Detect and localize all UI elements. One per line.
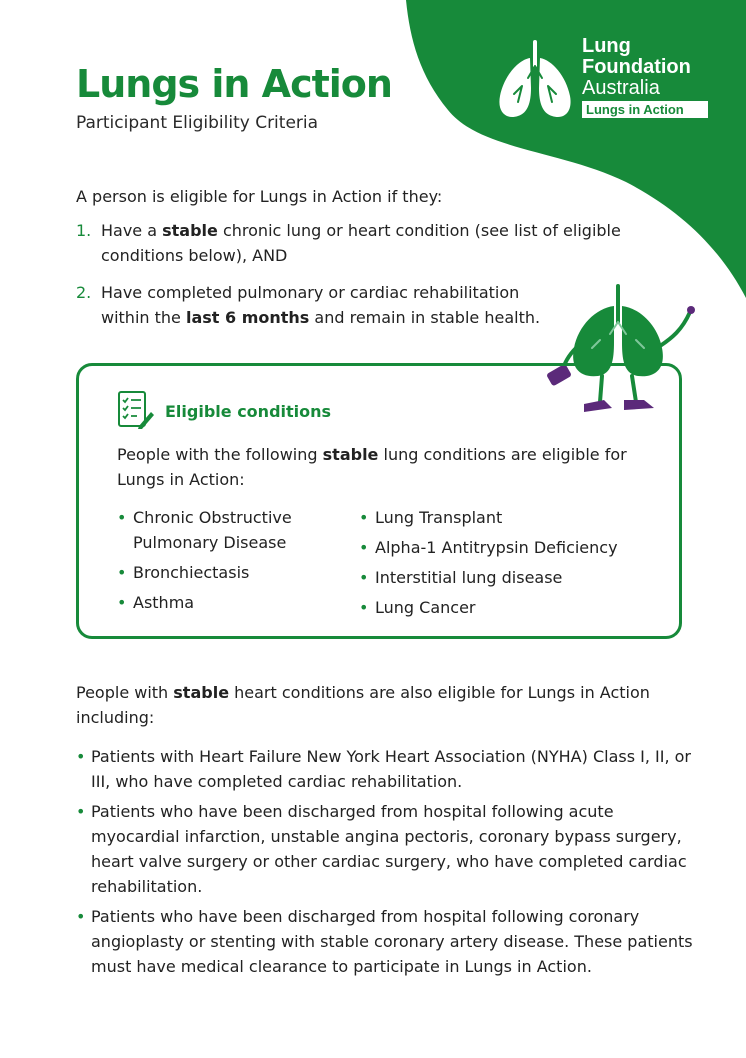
logo-line-2: Foundation xyxy=(582,56,691,78)
page-title: Lungs in Action xyxy=(76,62,392,106)
criterion-text xyxy=(76,218,656,268)
heart-condition-item: • Patients with Heart Failure New York Heart Association (NYHA) Class I, II, or III, who have completed cardiac rehabilitation. xyxy=(76,744,696,794)
heart-intro-emphasis: stable xyxy=(173,683,230,702)
condition-item: • Bronchiectasis xyxy=(117,560,327,585)
heart-intro-end: heart conditions are also eligible for Lungs in Action including: xyxy=(76,683,650,727)
heart-conditions-intro xyxy=(76,680,666,730)
criterion-number: 2. xyxy=(76,283,92,302)
box-text-emphasis: stable xyxy=(322,445,379,464)
heart-condition-item: • Patients who have been discharged from hospital following coronary angioplasty or stenting with stable coronary artery disease. These patients must have medical clearance to participate in Lungs in Action. xyxy=(76,904,696,979)
condition-item: • Interstitial lung disease xyxy=(359,565,659,590)
criterion-emphasis: last 6 months xyxy=(185,308,310,327)
box-text-start: People with the following xyxy=(117,445,323,464)
condition-item: • Lung Transplant xyxy=(359,505,659,530)
heart-conditions-list xyxy=(76,744,696,984)
condition-item: • Asthma xyxy=(117,590,327,615)
criterion-text-end: chronic lung or heart condition (see list of eligible conditions below), AND xyxy=(101,221,621,265)
logo-line-3: Australia xyxy=(582,77,660,99)
conditions-list-right xyxy=(359,505,659,625)
logo-line-1: Lung xyxy=(582,35,631,57)
heart-intro-start: People with xyxy=(76,683,174,702)
criterion-number: 1. xyxy=(76,221,92,240)
criterion-2 xyxy=(76,280,546,330)
criterion-emphasis: stable xyxy=(162,221,218,240)
checklist-icon xyxy=(117,390,155,430)
condition-item: • Chronic Obstructive Pulmonary Disease xyxy=(117,505,327,555)
page-subtitle: Participant Eligibility Criteria xyxy=(76,113,319,133)
box-description xyxy=(117,442,657,492)
condition-item: • Lung Cancer xyxy=(359,595,659,620)
intro-text: A person is eligible for Lungs in Action if they: xyxy=(76,187,443,206)
box-title: Eligible conditions xyxy=(165,402,332,421)
criterion-text-start: Have completed pulmonary or cardiac rehabilitation within the xyxy=(101,283,520,327)
conditions-list-left xyxy=(117,505,327,620)
lungs-logo-icon xyxy=(492,36,578,124)
logo-tag: Lungs in Action xyxy=(582,101,708,118)
heart-condition-item: • Patients who have been discharged from hospital following acute myocardial infarction, unstable angina pectoris, coronary bypass surgery, heart valve surgery or other cardiac surgery, who have completed cardiac rehabilitation. xyxy=(76,799,696,899)
condition-item: • Alpha-1 Antitrypsin Deficiency xyxy=(359,535,659,560)
criterion-text-start: Have a xyxy=(101,221,163,240)
box-text-end: lung conditions are eligible for Lungs in Action: xyxy=(117,445,627,489)
logo-wordmark xyxy=(582,36,708,119)
criterion-text xyxy=(76,280,546,330)
brand-logo xyxy=(492,36,714,126)
criterion-1 xyxy=(76,218,656,268)
criterion-text-end: and remain in stable health. xyxy=(309,308,541,327)
eligible-conditions-box xyxy=(76,363,682,639)
